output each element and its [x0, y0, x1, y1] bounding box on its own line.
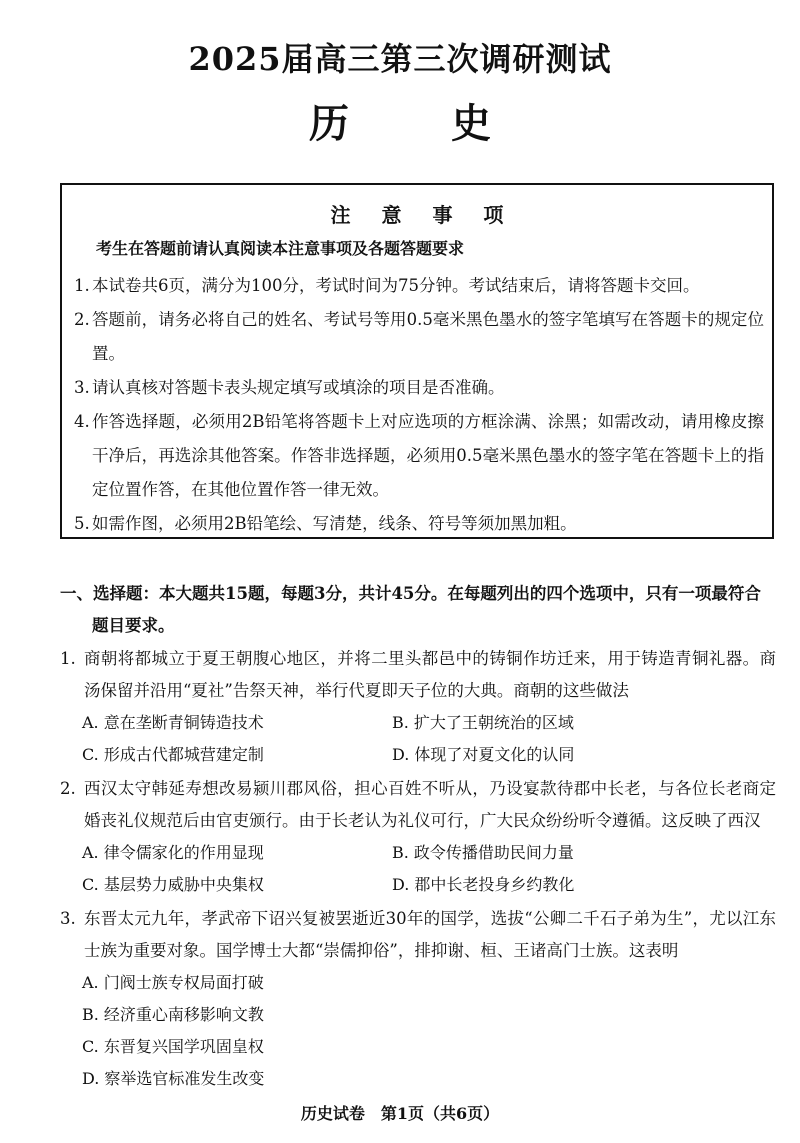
option-d: D. 察举选官标准发生改变	[82, 1069, 265, 1088]
option-c: C. 基层势力威胁中央集权	[82, 875, 264, 894]
notice-item-number: 3.	[74, 378, 90, 397]
notice-item-text: 作答选择题，必须用2B铅笔将答题卡上对应选项的方框涂满、涂黑；如需改动，请用橡皮擦干净后，再选涂其他答案。作答非选择题，必须用0.5毫米黑色墨水的签字笔在答题卡上的指定位置作答，在其他位置作答一律无效。	[92, 412, 764, 499]
question-3	[60, 903, 776, 1095]
option-b: B. 扩大了王朝统治的区域	[392, 713, 574, 732]
question-text: 东晋太元九年，孝武帝下诏兴复被罢逝近30年的国学，选拔“公卿二千石子弟为生”，尤以江东士族为重要对象。国学博士大都“崇儒抑俗”，排抑谢、桓、王诸高门士族。这表明	[84, 909, 776, 960]
option-list	[60, 707, 776, 771]
notice-item-number: 5.	[74, 514, 90, 533]
notice-list	[74, 269, 764, 541]
question-number: 3.	[60, 909, 76, 928]
option-a: A. 律令儒家化的作用显现	[82, 843, 264, 862]
notice-item	[74, 371, 764, 405]
question-2	[60, 773, 776, 901]
section-heading	[60, 578, 774, 642]
option-b: B. 政令传播借助民间力量	[392, 843, 574, 862]
notice-item-number: 4.	[74, 412, 90, 431]
option-c: C. 形成古代都城营建定制	[82, 745, 264, 764]
notice-item-text: 本试卷共6页，满分为100分，考试时间为75分钟。考试结束后，请将答题卡交回。	[92, 276, 700, 295]
notice-item	[74, 405, 764, 507]
section-instructions: 一、选择题：本大题共15题，每题3分，共计45分。在每题列出的四个选项中，只有一项最符合题目要求。	[60, 584, 761, 635]
notice-item-number: 2.	[74, 310, 90, 329]
notice-heading: 注 意 事 项	[330, 203, 516, 227]
notice-box	[60, 183, 774, 539]
notice-intro: 考生在答题前请认真阅读本注意事项及各题答题要求	[96, 239, 465, 258]
option-b: B. 经济重心南移影响文教	[82, 1005, 264, 1024]
subject-title: 历 史	[309, 100, 535, 147]
notice-item-text: 答题前，请务必将自己的姓名、考试号等用0.5毫米黑色墨水的签字笔填写在答题卡的规定位置。	[92, 310, 764, 363]
option-d: D. 郡中长老投身乡约教化	[392, 875, 575, 894]
option-a: A. 门阀士族专权局面打破	[82, 973, 264, 992]
notice-item	[74, 507, 764, 541]
exam-title: 2025届高三第三次调研测试	[188, 40, 612, 78]
question-stem	[60, 903, 776, 967]
option-list	[60, 837, 776, 901]
question-1	[60, 643, 776, 771]
page-footer: 历史试卷 第1页（共6页）	[300, 1104, 500, 1123]
option-list	[60, 967, 776, 1095]
option-a: A. 意在垄断青铜铸造技术	[82, 713, 264, 732]
question-stem	[60, 643, 776, 707]
notice-item-text: 请认真核对答题卡表头规定填写或填涂的项目是否准确。	[92, 378, 505, 397]
question-number: 1.	[60, 649, 76, 668]
question-stem	[60, 773, 776, 837]
question-number: 2.	[60, 779, 76, 798]
notice-item-number: 1.	[74, 276, 90, 295]
notice-item	[74, 303, 764, 371]
question-list	[60, 643, 776, 1097]
question-text: 西汉太守韩延寿想改易颍川郡风俗，担心百姓不听从，乃设宴款待郡中长老，与各位长老商定婚丧礼仪规范后由官吏颁行。由于长老认为礼仪可行，广大民众纷纷听令遵循。这反映了西汉	[84, 779, 776, 830]
notice-item-text: 如需作图，必须用2B铅笔绘、写清楚，线条、符号等须加黑加粗。	[92, 514, 577, 533]
notice-item	[74, 269, 764, 303]
option-d: D. 体现了对夏文化的认同	[392, 745, 575, 764]
question-text: 商朝将都城立于夏王朝腹心地区，并将二里头都邑中的铸铜作坊迁来，用于铸造青铜礼器。商汤保留并沿用“夏社”告祭天神，举行代夏即天子位的大典。商朝的这些做法	[84, 649, 776, 700]
option-c: C. 东晋复兴国学巩固皇权	[82, 1037, 264, 1056]
